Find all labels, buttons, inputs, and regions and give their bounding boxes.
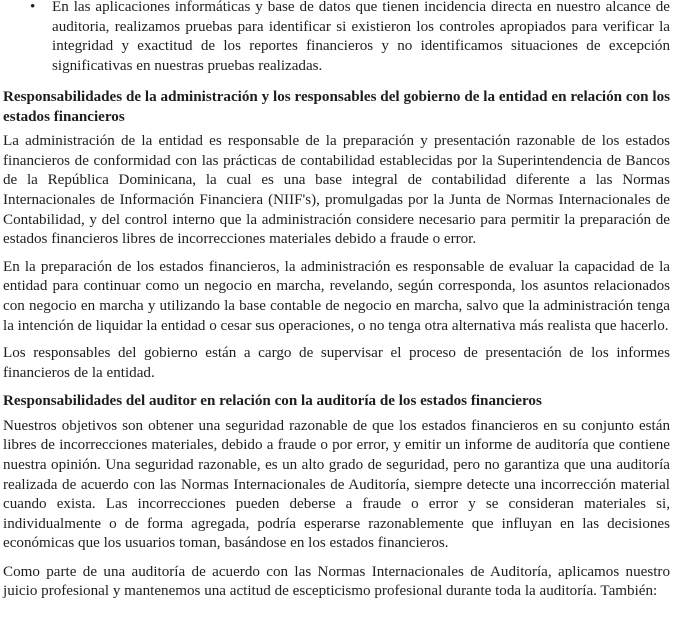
bullet-text: En las aplicaciones informáticas y base de datos que tienen incidencia directa en nuestro alcance de auditoria, realizamos pruebas para identificar si existieron los controles apropiados para verificar la integridad y exactitud de los reportes financieros y no identificamos situaciones de excepción significativas en nuestras pruebas realizadas. [52,0,670,74]
paragraph-auditor-1: Nuestros objetivos son obtener una seguridad razonable de que los estados financieros en su conjunto están libres de incorrecciones materiales, debido a fraude o por error, y emitir un informe de auditoría que contiene nuestra opinión. Una seguridad razonable, es un alto grado de seguridad, pero no garantiza que una auditoría realizada de acuerdo con las Normas Internacionales de Auditoría, siempre detecte una incorrección material cuando exista. Las incorrecciones pueden deberse a fraude o error y se consideran materiales si, individualmente o de forma agregada, podría esperarse razonablemente que influyan en las decisiones económicas que los usuarios toman, basándose en los estados financieros. [3,417,670,552]
paragraph-management-1: La administración de la entidad es responsable de la preparación y presentación razonable de los estados financieros de conformidad con las prácticas de contabilidad establecidas por la Superintendencia de Bancos de la República Dominicana, la cual es una base integral de contabilidad diferente a las Normas Internacionales de Información Financiera (NIIF's), promulgadas por la Junta de Normas Internacionales de Contabilidad, y del control interno que la administración considere necesario para permitir la preparación de estados financieros libres de incorrecciones materiales debido a fraude o error. [3,133,670,248]
section-heading-auditor: Responsabilidades del auditor en relación con la auditoría de los estados financieros [3,393,542,410]
paragraph-management-3: Los responsables del gobierno están a cargo de supervisar el proceso de presentación de los informes financieros de la entidad. [3,345,670,381]
bullet-icon: • [30,0,36,15]
bullet-item [3,0,670,76]
paragraph-management-2: En la preparación de los estados financieros, la administración es responsable de evaluar la capacidad de la entidad para continuar como un negocio en marcha, revelando, según corresponda, los asuntos relacionados con negocio en marcha y utilizando la base contable de negocio en marcha, salvo que la administración tenga la intención de liquidar la entidad o cesar sus operaciones, o no tenga otra alternativa más realista que hacerlo. [3,258,670,334]
paragraph-auditor-2: Como parte de una auditoría de acuerdo con las Normas Internacionales de Auditoría, aplicamos nuestro juicio profesional y mantenemos una actitud de escepticismo profesional durante toda la auditoría. También: [3,563,670,600]
section-heading-management: Responsabilidades de la administración y los responsables del gobierno de la entidad en relación con los estados financieros [3,89,670,125]
